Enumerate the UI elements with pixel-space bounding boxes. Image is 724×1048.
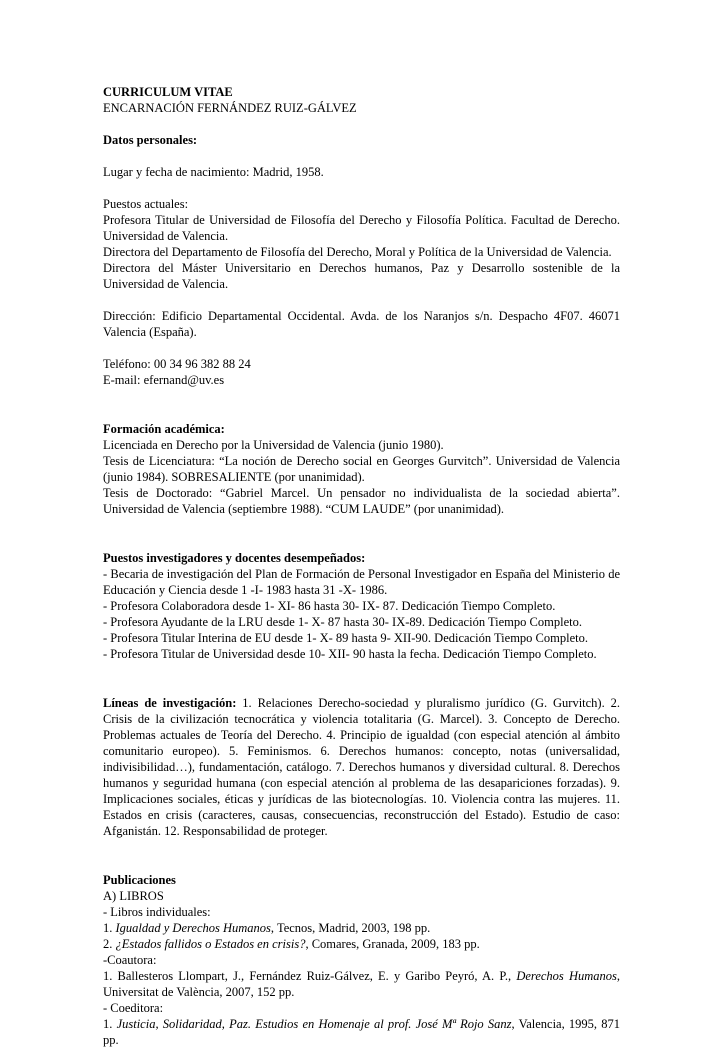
career-item: - Profesora Colaboradora desde 1- XI- 86 hasta 30- IX- 87. Dedicación Tiempo Completo. bbox=[103, 599, 556, 613]
contact-block bbox=[103, 356, 620, 388]
career-item: - Profesora Ayudante de la LRU desde 1- X- 87 hasta 30- IX-89. Dedicación Tiempo Completo. bbox=[103, 615, 582, 629]
book-entry bbox=[103, 936, 620, 952]
book-details: , Valencia, 1995, 871 pp. bbox=[103, 1017, 620, 1047]
education-item: Licenciada en Derecho por la Universidad de Valencia (junio 1980). bbox=[103, 438, 444, 452]
books-section-label: A) LIBROS bbox=[103, 889, 164, 903]
current-position-line: Profesora Titular de Universidad de Filosofía del Derecho y Filosofía Política. Facultad de Derecho. Universidad de Valencia. bbox=[103, 213, 620, 243]
birth-line: Lugar y fecha de nacimiento: Madrid, 1958. bbox=[103, 165, 324, 179]
current-positions-block bbox=[103, 196, 620, 292]
book-details: , Universitat de València, 2007, 152 pp. bbox=[103, 969, 620, 999]
phone-line: Teléfono: 00 34 96 382 88 24 bbox=[103, 357, 251, 371]
education-item: Tesis de Licenciatura: “La noción de Derecho social en Georges Gurvitch”. Universidad de Valencia (junio 1984). SOBRESALIENTE (por unanimidad). bbox=[103, 454, 620, 484]
book-details: , Comares, Granada, 2009, 183 pp. bbox=[305, 937, 480, 951]
cv-author-name: ENCARNACIÓN FERNÁNDEZ RUIZ-GÁLVEZ bbox=[103, 101, 357, 115]
book-entry bbox=[103, 968, 620, 1000]
book-authors: 1. Ballesteros Llompart, J., Fernández Ruiz-Gálvez, E. y Garibo Peyró, A. P., bbox=[103, 969, 517, 983]
book-title: ¿Estados fallidos o Estados en crisis? bbox=[115, 937, 306, 951]
career-item: - Profesora Titular de Universidad desde 10- XII- 90 hasta la fecha. Dedicación Tiempo Completo. bbox=[103, 647, 597, 661]
coauthor-label: -Coautora: bbox=[103, 953, 157, 967]
publications-heading: Publicaciones bbox=[103, 873, 176, 887]
current-position-line: Directora del Máster Universitario en Derechos humanos, Paz y Desarrollo sostenible de la Universidad de Valencia. bbox=[103, 261, 620, 291]
career-item: - Profesora Titular Interina de EU desde 1- X- 89 hasta 9- XII-90. Dedicación Tiempo Completo. bbox=[103, 631, 588, 645]
current-position-line: Directora del Departamento de Filosofía del Derecho, Moral y Política de la Universidad de Valencia. bbox=[103, 245, 612, 259]
personal-heading: Datos personales: bbox=[103, 133, 198, 147]
career-heading: Puestos investigadores y docentes desempeñados: bbox=[103, 551, 366, 565]
book-number: 1. bbox=[103, 921, 116, 935]
book-title: Justicia, Solidaridad, Paz. Estudios en Homenaje al prof. José Mª Rojo Sanz bbox=[116, 1017, 512, 1031]
section-research bbox=[103, 695, 620, 839]
research-heading: Líneas de investigación: bbox=[103, 696, 237, 710]
coeditor-label: - Coeditora: bbox=[103, 1001, 164, 1015]
section-publications bbox=[103, 872, 620, 1048]
book-title: Igualdad y Derechos Humanos bbox=[115, 921, 271, 935]
current-positions-label: Puestos actuales: bbox=[103, 197, 189, 211]
address-line: Dirección: Edificio Departamental Occidental. Avda. de los Naranjos s/n. Despacho 4F07. 46071 Valencia (España). bbox=[103, 309, 620, 339]
book-title: Derechos Humanos bbox=[516, 969, 617, 983]
section-personal bbox=[103, 132, 620, 388]
book-entry bbox=[103, 1016, 620, 1048]
education-heading: Formación académica: bbox=[103, 422, 225, 436]
book-entry bbox=[103, 920, 620, 936]
book-number: 2. bbox=[103, 937, 116, 951]
section-education bbox=[103, 421, 620, 517]
email-line: E-mail: efernand@uv.es bbox=[103, 373, 225, 387]
cv-title: CURRICULUM VITAE bbox=[103, 85, 233, 99]
cv-header bbox=[103, 84, 620, 116]
individual-books-label: - Libros individuales: bbox=[103, 905, 211, 919]
career-item: - Becaria de investigación del Plan de Formación de Personal Investigador en España del Ministerio de Educación y Ciencia desde 1 -I- 1983 hasta 31 -X- 1986. bbox=[103, 567, 620, 597]
book-details: , Tecnos, Madrid, 2003, 198 pp. bbox=[270, 921, 431, 935]
research-text: 1. Relaciones Derecho-sociedad y pluralismo jurídico (G. Gurvitch). 2. Crisis de la civilización tecnocrática y violencia totalitaria (G. Marcel). 3. Concepto de Derecho. Problemas actuales de Teoría del Derecho. 4. Principio de igualdad (con especial atención al ámbito comunitario europeo). 5. Feminismos. 6. Derechos humanos: concepto, notas (universalidad, indivisibilidad…), fundamentación, catálogo. 7. Derechos humanos y diversidad cultural. 8. Derechos humanos y seguridad humana (con especial atención al problema de las desapariciones forzadas). 9. Implicaciones sociales, éticas y jurídicas de las biotecnologías. 10. Violencia contra las mujeres. 11. Estados en crisis (caracteres, causas, consecuencias, reconstrucción del Estado). Estudio de caso: Afganistán. 12. Responsabilidad de proteger. bbox=[103, 696, 621, 838]
education-item: Tesis de Doctorado: “Gabriel Marcel. Un pensador no individualista de la sociedad abierta”. Universidad de Valencia (septiembre 1988). “CUM LAUDE” (por unanimidad). bbox=[103, 486, 620, 516]
book-number: 1. bbox=[103, 1017, 117, 1031]
section-career bbox=[103, 550, 620, 662]
